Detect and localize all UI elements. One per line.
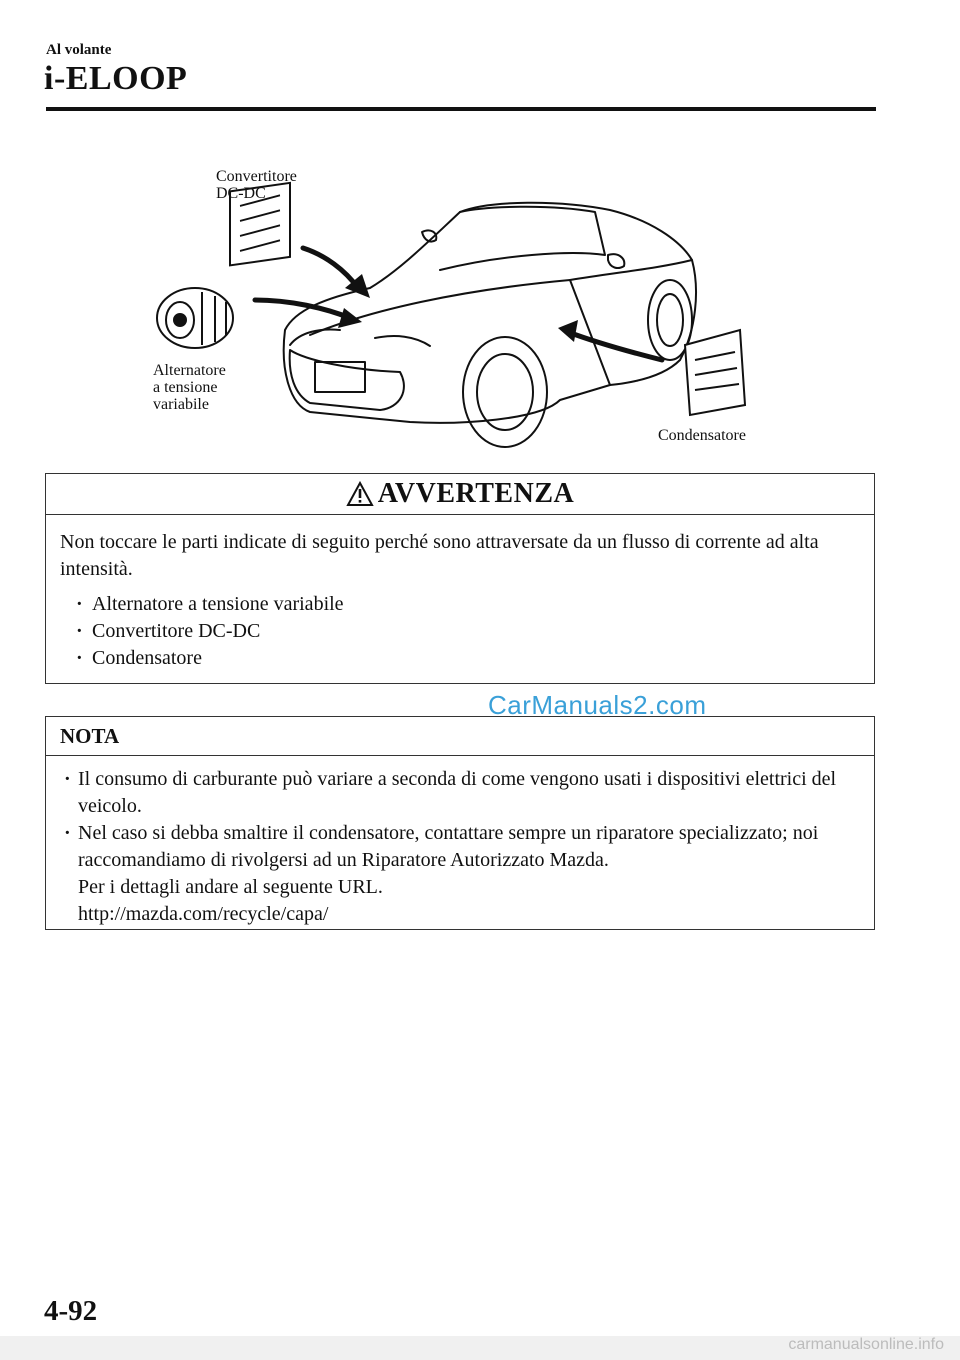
note-item-line: Per i dettagli andare al seguente URL.	[78, 876, 383, 898]
component-location-figure	[140, 160, 780, 460]
watermark-logo: CarManuals2.com	[488, 690, 707, 720]
warning-item: · Alternatore a tensione variabile	[60, 591, 860, 618]
section-label: Al volante	[46, 42, 112, 58]
warning-title: AVVERTENZA	[377, 478, 575, 509]
note-header	[46, 717, 874, 756]
page-number: 4-92	[44, 1295, 98, 1327]
note-title: NOTA	[60, 723, 120, 748]
warning-triangle-icon	[346, 481, 374, 507]
label-converter: Convertitore DC-DC	[216, 168, 297, 202]
note-item	[60, 820, 860, 928]
label-capacitor: Condensatore	[658, 427, 746, 444]
warning-box	[45, 473, 875, 684]
warning-body	[46, 515, 874, 672]
warning-header	[46, 474, 874, 515]
warning-item: · Condensatore	[60, 645, 860, 672]
warning-item: · Convertitore DC-DC	[60, 618, 860, 645]
note-list	[60, 766, 860, 928]
note-item-line: · Nel caso si debba smaltire il condensatore, contattare sempre un riparatore specializzato; noi raccomandiamo di rivolgersi ad un Riparatore Autorizzato Mazda.	[78, 822, 819, 871]
warning-text: Non toccare le parti indicate di seguito perché sono attraversate da un flusso di corrente ad alta intensità.	[60, 531, 819, 580]
label-alternator: Alternatore a tensione variabile	[153, 362, 226, 413]
note-item: · Il consumo di carburante può variare a seconda di come vengono usati i dispositivi elettrici del veicolo.	[60, 766, 860, 820]
car-illustration	[140, 160, 780, 460]
note-box	[45, 716, 875, 930]
title-rule	[46, 107, 876, 111]
note-body	[46, 756, 874, 928]
note-url: http://mazda.com/recycle/capa/	[78, 903, 329, 925]
page-title: i-ELOOP	[44, 60, 188, 97]
warning-list	[60, 591, 860, 672]
footer-watermark: carmanualsonline.info	[788, 1336, 944, 1353]
